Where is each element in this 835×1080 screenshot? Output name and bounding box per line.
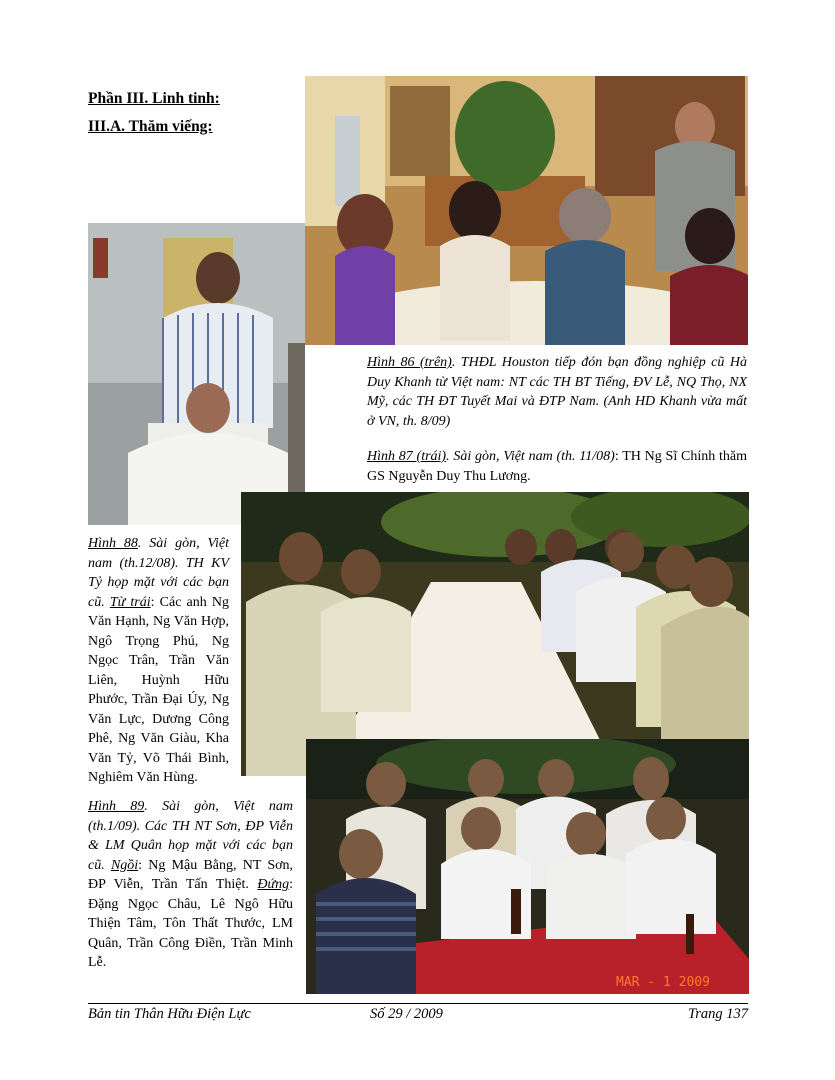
caption-89-label: Hình 89 xyxy=(88,799,145,814)
caption-86-text: . THĐL Houston tiếp đón bạn đồng nghiệp cũ Hà Duy Khanh từ Việt nam: NT các TH BT Tiếng, ĐV Lễ, NQ Thọ, NX Mỹ, các TH ĐT Tuyết Mai và ĐTP Nam. xyxy=(367,355,747,409)
section-heading: Phần III. Linh tinh: xyxy=(88,90,220,107)
caption-86 xyxy=(367,353,747,431)
photo-88 xyxy=(241,492,749,776)
caption-89 xyxy=(88,797,293,973)
caption-88-names: : Các anh Ng Văn Hạnh, Ng Văn Hợp, Ngô Trọng Phú, Ng Ngọc Trân, Trần Văn Liên, Huỳnh Hữu Phước, Trần Đại Úy, Ng Văn Lực, Dương Công Phê, Ng Văn Giàu, Kha Văn Tỷ, Võ Thái Bình, Nghiêm Văn Hùng. xyxy=(88,594,230,785)
caption-88-label: Hình 88 xyxy=(88,536,138,551)
caption-87-place: . Sài gòn, Việt nam (th. 11/08) xyxy=(446,449,615,464)
caption-89-seated: : Ng Mậu Bằng, NT Sơn, ĐP Viễn, Trần Tấn Thiệt. xyxy=(88,857,294,892)
caption-89-standing-label: Đứng xyxy=(257,877,290,892)
caption-88-from-left: Từ trái xyxy=(109,594,151,610)
photo-89-date-stamp: MAR - 1 2009 xyxy=(616,975,710,990)
photo-87 xyxy=(88,223,305,525)
subsection-heading: III.A. Thăm viếng: xyxy=(88,118,213,135)
footer-publication: Bản tin Thân Hữu Điện Lực xyxy=(88,1006,251,1022)
caption-89-seated-label: Ngồi xyxy=(110,857,139,873)
caption-87 xyxy=(367,447,747,486)
caption-88 xyxy=(88,534,229,788)
photo-89 xyxy=(306,739,749,994)
caption-86-label: Hình 86 (trên) xyxy=(367,355,452,370)
footer-page-number: Trang 137 xyxy=(687,1006,748,1022)
caption-88-place: . Sài gòn, Việt nam (th.12/08). TH KV Tỷ họp mặt với các bạn cũ. xyxy=(88,536,229,610)
caption-87-text: : TH Ng Sĩ Chính thăm GS Nguyễn Duy Thu Lương. xyxy=(367,449,747,484)
footer-divider xyxy=(88,1003,748,1004)
caption-87-label: Hình 87 (trái) xyxy=(367,449,447,464)
caption-86-note: (Anh HD Khanh vừa mất ở VN, th. 8/09) xyxy=(367,394,747,429)
caption-89-place: . Sài gòn, Việt nam (th.1/09). Các TH NT Sơn, ĐP Viễn & LM Quân họp mặt với các bạn cũ. xyxy=(88,799,293,873)
photo-86 xyxy=(305,76,748,345)
caption-89-standing: : Đặng Ngọc Châu, Lê Ngô Hữu Thiện Tâm, Tôn Thất Thước, LM Quân, Trần Công Điền, Trần Minh Lễ. xyxy=(88,877,294,970)
footer-issue: Số 29 / 2009 xyxy=(370,1006,443,1022)
